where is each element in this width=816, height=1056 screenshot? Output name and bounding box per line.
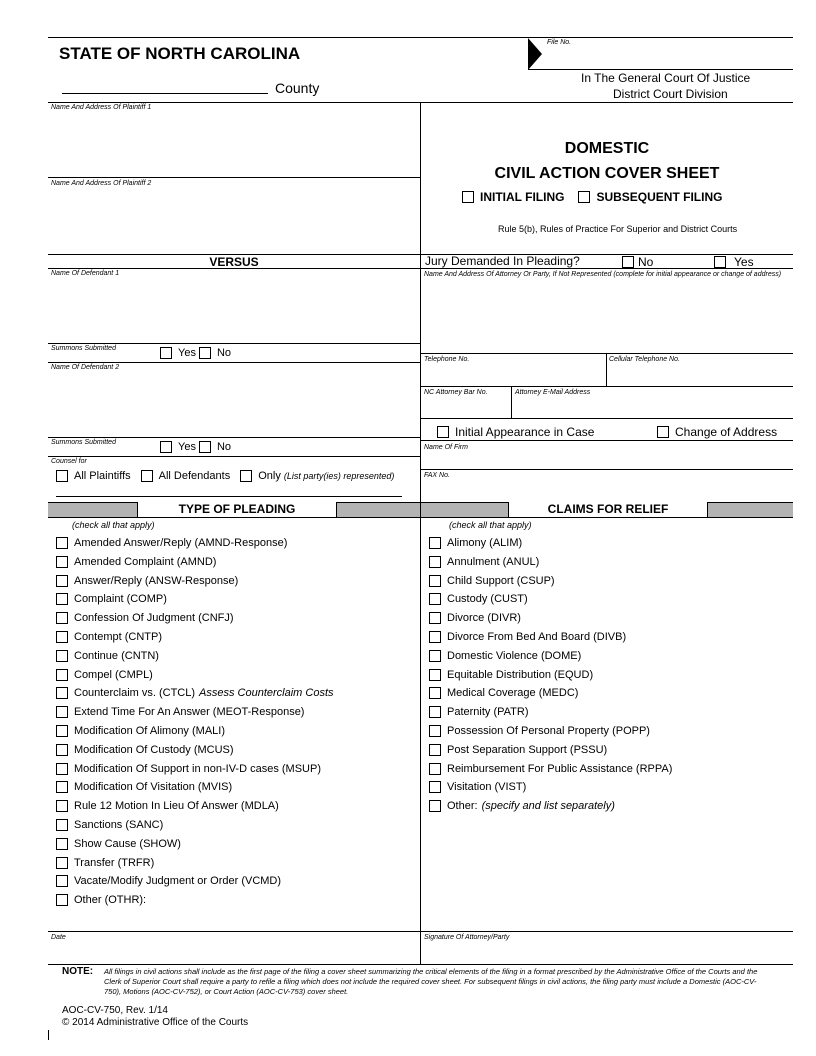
claim-checkbox[interactable] <box>429 650 441 662</box>
form-title-2: CIVIL ACTION COVER SHEET <box>494 165 720 182</box>
claim-checkbox[interactable] <box>429 669 441 681</box>
claim-checkbox[interactable] <box>429 781 441 793</box>
all-defendants-label: All Defendants <box>158 470 231 482</box>
pleading-item[interactable] <box>56 875 281 887</box>
plaintiff2-label: Name And Address Of Plaintiff 2 <box>51 180 152 187</box>
jury-no-label: No <box>638 255 654 269</box>
claim-label: Reimbursement For Public Assistance (RPPA) <box>447 762 673 775</box>
rule-text: Rule 5(b), Rules of Practice For Superior and District Courts <box>498 224 738 234</box>
claim-label: Post Separation Support (PSSU) <box>447 743 608 756</box>
pleading-checkbox[interactable] <box>56 575 68 587</box>
arrow-icon <box>528 38 542 70</box>
claim-label: Domestic Violence (DOME) <box>447 649 582 662</box>
note-label: NOTE: <box>62 966 94 977</box>
pleading-label: Confession Of Judgment (CNFJ) <box>74 612 234 625</box>
claim-label: Divorce From Bed And Board (DIVB) <box>447 631 627 643</box>
telephone-label: Telephone No. <box>424 356 470 363</box>
jury-no-checkbox[interactable] <box>622 256 634 268</box>
all-defendants-checkbox[interactable] <box>141 470 153 482</box>
defendant1-field[interactable] <box>49 280 419 342</box>
signature-field[interactable] <box>422 943 792 962</box>
summons2-no-checkbox[interactable] <box>199 441 211 453</box>
form-title-1: DOMESTIC <box>564 140 650 157</box>
pleading-checkbox[interactable] <box>56 556 68 568</box>
summons1-no-checkbox[interactable] <box>199 347 211 359</box>
initial-appearance-checkbox[interactable] <box>437 426 449 438</box>
pleading-checkbox[interactable] <box>56 744 68 756</box>
claim-item[interactable] <box>429 763 672 775</box>
pleading-checkbox[interactable] <box>56 612 68 624</box>
claim-checkbox[interactable] <box>429 593 441 605</box>
claim-item[interactable] <box>429 593 528 605</box>
date-label: Date <box>51 934 66 941</box>
party-list-line[interactable] <box>56 496 402 497</box>
pleading-checkbox[interactable] <box>56 650 68 662</box>
pleading-checkbox[interactable] <box>56 781 68 793</box>
pleading-label: Modification Of Alimony (MALI) <box>74 725 225 737</box>
pleading-label: Other (OTHR): <box>74 894 147 907</box>
pleading-item[interactable] <box>56 744 234 756</box>
claim-label: Child Support (CSUP) <box>447 574 555 587</box>
claims-for-relief-heading: CLAIMS FOR RELIEF <box>508 502 708 517</box>
defendant2-label: Name Of Defendant 2 <box>51 364 120 371</box>
plaintiff2-field[interactable] <box>49 190 419 252</box>
pleading-item[interactable] <box>56 669 153 681</box>
pleading-checkbox[interactable] <box>56 857 68 869</box>
claim-item[interactable] <box>429 706 529 718</box>
summons2-yes-label: Yes <box>178 441 196 453</box>
pleading-label: Modification Of Custody (MCUS) <box>74 743 234 756</box>
claim-item[interactable] <box>429 687 578 699</box>
pleading-item[interactable] <box>56 838 181 850</box>
claim-label: Alimony (ALIM) <box>447 537 523 549</box>
counsel-label: Counsel for <box>51 458 87 465</box>
pleading-label: Extend Time For An Answer (MEOT-Response) <box>74 706 305 719</box>
claim-item[interactable] <box>429 556 539 568</box>
pleading-checkbox[interactable] <box>56 593 68 605</box>
pleading-checkbox[interactable] <box>56 800 68 812</box>
all-plaintiffs-label: All Plaintiffs <box>74 470 131 482</box>
jury-yes-checkbox[interactable] <box>714 256 726 268</box>
date-field[interactable] <box>49 943 419 962</box>
claim-label: Possession Of Personal Property (POPP) <box>447 725 650 737</box>
pleading-checkbox[interactable] <box>56 631 68 643</box>
pleading-item[interactable] <box>56 556 216 568</box>
change-address-label: Change of Address <box>675 425 778 439</box>
claim-label: Other: <box>447 800 478 813</box>
claim-item[interactable] <box>429 612 521 624</box>
pleading-checkbox[interactable] <box>56 687 68 699</box>
only-label: Only <box>258 470 281 482</box>
pleading-label: Counterclaim vs. (CTCL) <box>74 687 196 700</box>
pleading-checkbox[interactable] <box>56 875 68 887</box>
cellular-label: Cellular Telephone No. <box>609 356 680 363</box>
versus-heading: VERSUS <box>209 255 259 269</box>
email-label: Attorney E-Mail Address <box>515 389 591 396</box>
form-number: AOC-CV-750, Rev. 1/14 <box>62 1005 168 1016</box>
plaintiff1-field[interactable] <box>49 113 419 176</box>
claim-checkbox[interactable] <box>429 537 441 549</box>
claims-check-all: (check all that apply) <box>449 520 532 530</box>
claim-checkbox[interactable] <box>429 744 441 756</box>
claim-checkbox[interactable] <box>429 631 441 643</box>
claim-item[interactable] <box>429 537 522 549</box>
pleading-label: Complaint (COMP) <box>74 593 167 606</box>
copyright: © 2014 Administrative Office of the Courts <box>62 1017 249 1028</box>
initial-filing-label: INITIAL FILING <box>480 190 565 204</box>
pleading-item[interactable] <box>56 819 163 831</box>
counterclaim-note: Assess Counterclaim Costs <box>199 687 334 700</box>
pleading-label: Sanctions (SANC) <box>74 819 164 831</box>
attorney-label: Name And Address Of Attorney Or Party, If Not Represented (complete for initial appearance or change of address) <box>424 271 782 278</box>
bar-no-label: NC Attorney Bar No. <box>424 389 488 396</box>
file-no-label: File No. <box>547 39 572 46</box>
pleading-label: Transfer (TRFR) <box>74 856 155 869</box>
claim-item[interactable] <box>429 781 526 793</box>
county-line[interactable] <box>62 93 268 94</box>
pleading-checkbox[interactable] <box>56 706 68 718</box>
other-note: (specify and list separately) <box>481 800 615 813</box>
pleading-label: Modification Of Visitation (MVIS) <box>74 781 233 794</box>
only-checkbox[interactable] <box>240 470 252 482</box>
claim-item[interactable] <box>429 725 650 737</box>
county-label: County <box>275 80 320 96</box>
pleading-item[interactable] <box>56 800 279 812</box>
subsequent-filing-label: SUBSEQUENT FILING <box>596 190 723 204</box>
pleading-label: Show Cause (SHOW) <box>74 837 181 850</box>
court-line-2: District Court Division <box>613 87 728 101</box>
firm-label: Name Of Firm <box>424 444 468 451</box>
note-text: All filings in civil actions shall include as the first page of the filing a cover sheet summarizing the critical elements of the filing in a format prescribed by the Administrative Office of the Courts and the Clerk of Superior Court shall require a party to refile a filing which does not include the required cover sheet. For subsequent filings in civil actions, the filing party must include a Domestic (AOC-CV-750), Motions (AOC-CV-752), or Court Action (AOC-CV-753) cover sheet. <box>104 967 758 996</box>
pleading-label: Amended Answer/Reply (AMND-Response) <box>74 537 288 549</box>
initial-appearance-label: Initial Appearance in Case <box>455 425 595 439</box>
claim-item[interactable] <box>429 744 607 756</box>
pleading-item[interactable] <box>56 650 159 662</box>
pleading-item[interactable] <box>56 593 167 605</box>
change-address-checkbox[interactable] <box>657 426 669 438</box>
pleading-item[interactable] <box>56 687 334 699</box>
pleading-item[interactable] <box>56 575 238 587</box>
initial-filing-checkbox[interactable] <box>462 191 474 203</box>
fax-label: FAX No. <box>424 472 450 479</box>
pleading-label: Answer/Reply (ANSW-Response) <box>74 574 239 587</box>
pleading-checkbox[interactable] <box>56 838 68 850</box>
all-plaintiffs-checkbox[interactable] <box>56 470 68 482</box>
claim-checkbox[interactable] <box>429 556 441 568</box>
jury-yes-label: Yes <box>734 255 754 269</box>
pleading-item[interactable] <box>56 857 154 869</box>
claim-checkbox[interactable] <box>429 612 441 624</box>
plaintiff1-label: Name And Address Of Plaintiff 1 <box>51 104 152 111</box>
court-line-1: In The General Court Of Justice <box>581 71 751 85</box>
signature-label: Signature Of Attorney/Party <box>424 934 510 941</box>
claim-checkbox[interactable] <box>429 800 441 812</box>
summons1-label: Summons Submitted <box>51 345 116 352</box>
defendant1-label: Name Of Defendant 1 <box>51 270 120 277</box>
summons1-no-label: No <box>216 347 232 359</box>
pleading-item[interactable] <box>56 537 287 549</box>
pleading-item[interactable] <box>56 781 232 793</box>
claim-label: Visitation (VIST) <box>447 781 527 794</box>
pleading-checkbox[interactable] <box>56 669 68 681</box>
subsequent-filing-checkbox[interactable] <box>578 191 590 203</box>
defendant2-field[interactable] <box>49 374 419 436</box>
claim-item[interactable] <box>429 575 555 587</box>
pleading-checkbox[interactable] <box>56 725 68 737</box>
claim-item[interactable] <box>429 650 581 662</box>
claim-label: Medical Coverage (MEDC) <box>447 687 579 700</box>
claim-label: Paternity (PATR) <box>447 706 529 719</box>
jury-label: Jury Demanded In Pleading? <box>425 254 580 268</box>
pleading-checkbox[interactable] <box>56 537 68 549</box>
pleading-label: Contempt (CNTP) <box>74 631 163 643</box>
claim-checkbox[interactable] <box>429 763 441 775</box>
pleading-item[interactable] <box>56 706 304 718</box>
pleading-item[interactable] <box>56 763 321 775</box>
summons2-yes-checkbox[interactable] <box>160 441 172 453</box>
pleading-checkbox[interactable] <box>56 819 68 831</box>
summons2-no-label: No <box>216 441 232 453</box>
pleading-label: Continue (CNTN) <box>74 649 159 662</box>
pleading-label: Compel (CMPL) <box>74 668 153 681</box>
claim-item[interactable] <box>429 631 626 643</box>
claim-label: Divorce (DIVR) <box>447 612 521 625</box>
state-title: STATE OF NORTH CAROLINA <box>59 44 301 63</box>
pleading-label: Amended Complaint (AMND) <box>74 555 217 568</box>
pleading-label: Rule 12 Motion In Lieu Of Answer (MDLA) <box>74 800 279 813</box>
attorney-field[interactable] <box>422 290 792 352</box>
summons1-yes-label: Yes <box>178 347 196 359</box>
pleading-label: Modification Of Support in non-IV-D cases (MSUP) <box>74 762 321 775</box>
claim-checkbox[interactable] <box>429 575 441 587</box>
type-of-pleading-heading: TYPE OF PLEADING <box>137 502 337 517</box>
pleading-checkbox[interactable] <box>56 763 68 775</box>
pleading-check-all: (check all that apply) <box>72 520 155 530</box>
pleading-item[interactable] <box>56 612 234 624</box>
pleading-checkbox[interactable] <box>56 894 68 906</box>
file-no-field[interactable] <box>528 69 793 70</box>
pleading-item[interactable] <box>56 894 146 906</box>
claim-item[interactable] <box>429 800 615 812</box>
pleading-item[interactable] <box>56 631 162 643</box>
summons2-label: Summons Submitted <box>51 439 116 446</box>
claim-label: Equitable Distribution (EQUD) <box>447 668 594 681</box>
claim-checkbox[interactable] <box>429 725 441 737</box>
claim-item[interactable] <box>429 669 593 681</box>
claim-checkbox[interactable] <box>429 706 441 718</box>
claim-label: Annulment (ANUL) <box>447 555 540 568</box>
summons1-yes-checkbox[interactable] <box>160 347 172 359</box>
pleading-item[interactable] <box>56 725 225 737</box>
claim-label: Custody (CUST) <box>447 593 528 606</box>
pleading-label: Vacate/Modify Judgment or Order (VCMD) <box>74 875 282 888</box>
claim-checkbox[interactable] <box>429 687 441 699</box>
only-note: (List party(ies) represented) <box>283 471 395 481</box>
